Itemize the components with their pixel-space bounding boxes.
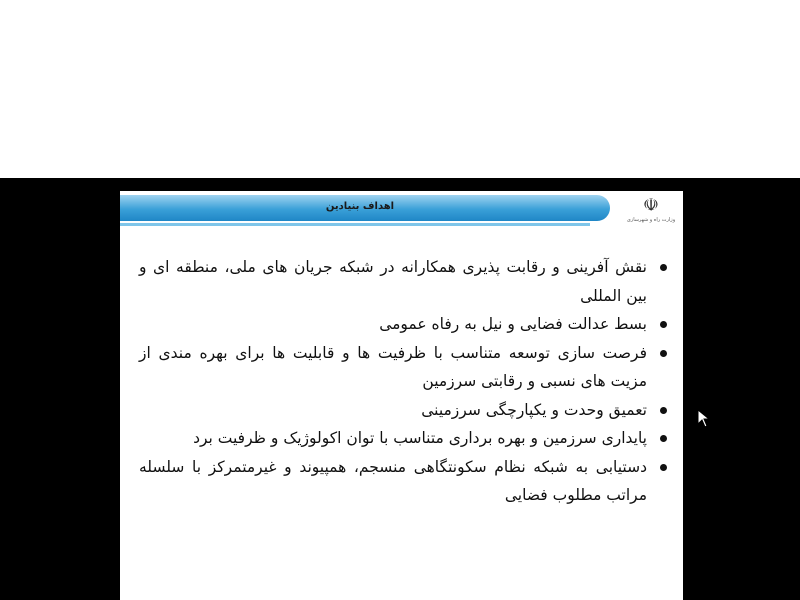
list-item [139, 424, 669, 453]
slide-title: اهداف بنیادین [325, 201, 395, 212]
list-item [139, 253, 669, 310]
bullet-dot-icon [660, 321, 667, 328]
bullet-list [139, 253, 669, 510]
bullet-text: بسط عدالت فضایی و نیل به رفاه عمومی [379, 315, 647, 333]
header-underline [120, 223, 590, 226]
slide [120, 191, 683, 600]
bullet-text: تعمیق وحدت و یکپارچگی سرزمینی [421, 400, 647, 419]
slide-header-bar [120, 195, 610, 221]
mouse-pointer-icon [697, 409, 711, 429]
list-item [139, 396, 669, 425]
list-item [139, 310, 669, 339]
bullet-dot-icon [660, 350, 667, 357]
organization-logo [623, 195, 679, 241]
bullet-text: نقش آفرینی و رقابت پذیری همکارانه در شبکه جریان های ملی، منطقه ای و بین المللی [139, 258, 647, 305]
bullet-dot-icon [660, 264, 667, 271]
emblem-icon: ☫ [642, 195, 660, 216]
logo-caption: وزارت راه و شهرسازی [626, 217, 676, 223]
top-blank-area [0, 0, 800, 178]
list-item [139, 339, 669, 396]
bullet-dot-icon [660, 464, 667, 471]
bullet-text: دستیابی به شبکه نظام سکونتگاهی منسجم، همپیوند و غیرمتمرکز با سلسله مراتب مطلوب فضایی [139, 457, 647, 504]
bullet-text: پایداری سرزمین و بهره برداری متناسب با توان اکولوژیک و ظرفیت برد [193, 429, 647, 447]
list-item [139, 453, 669, 510]
bullet-text: فرصت سازی توسعه متناسب با ظرفیت ها و قابلیت ها برای بهره مندی از مزیت های نسبی و رقابتی سرزمین [139, 343, 647, 390]
bullet-dot-icon [660, 407, 667, 414]
bullet-dot-icon [660, 435, 667, 442]
